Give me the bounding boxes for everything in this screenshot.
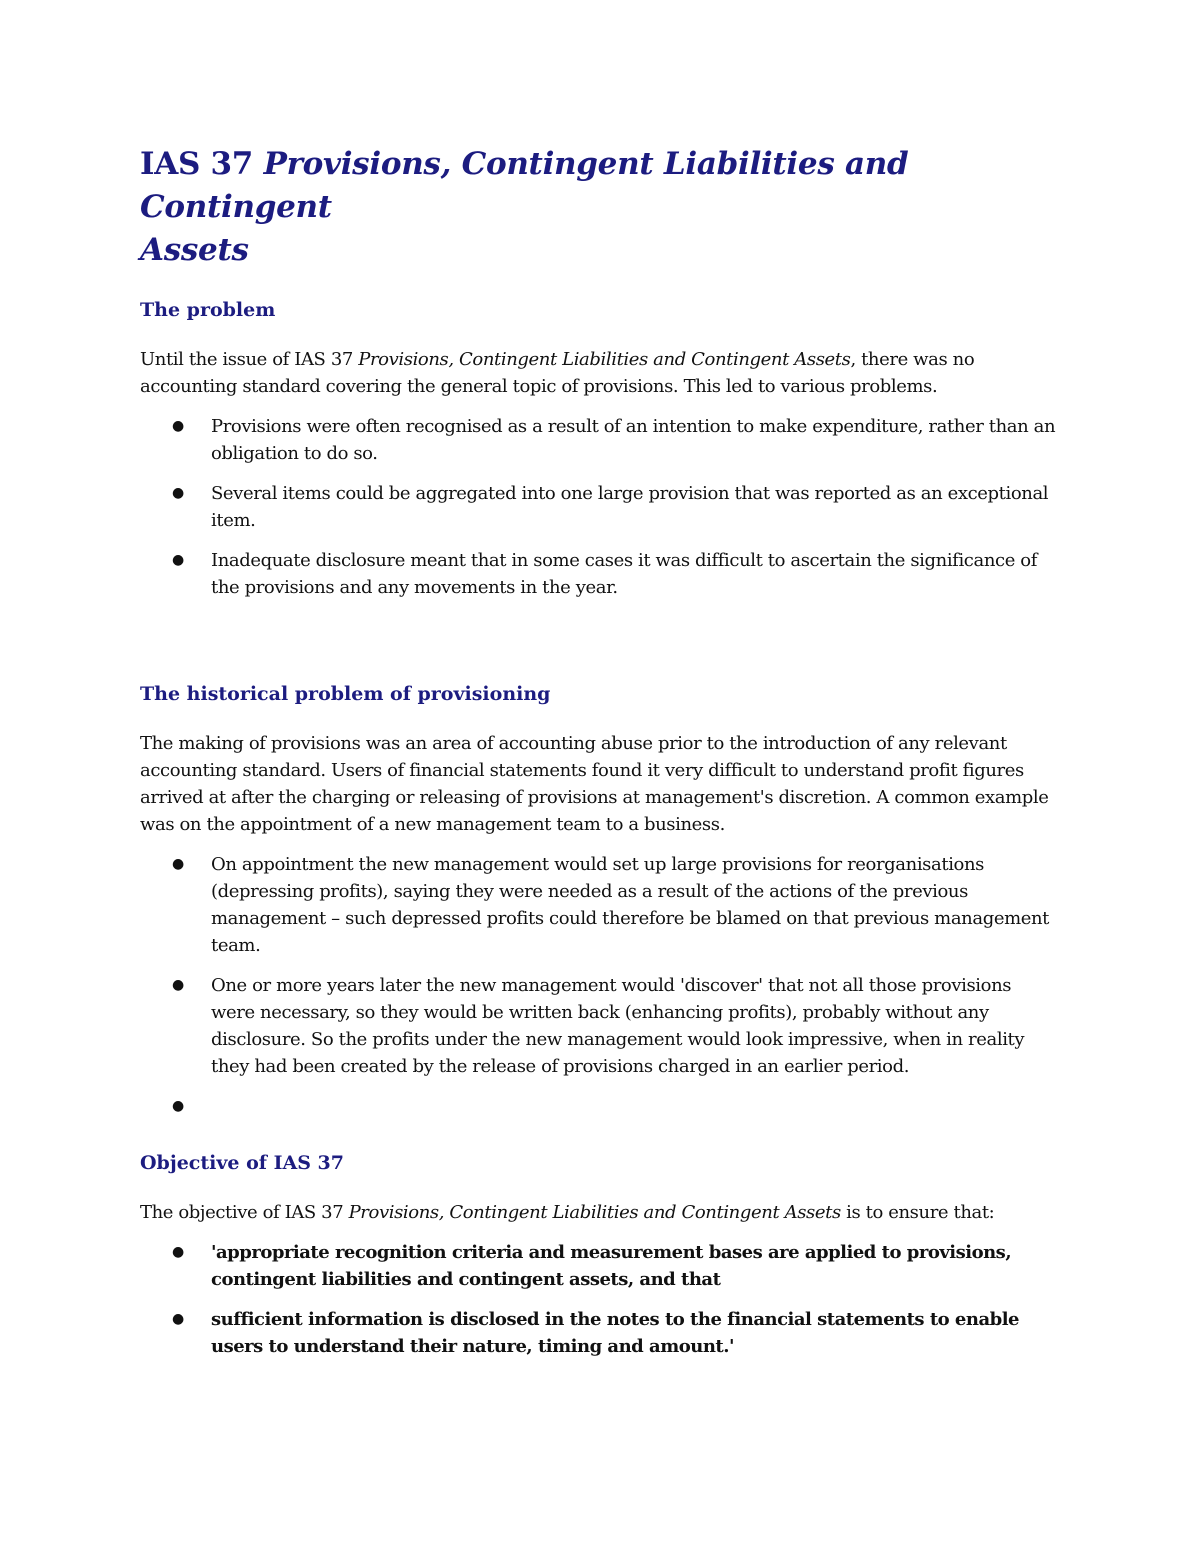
document-page — [140, 140, 1060, 1360]
section-heading-problem: The problem — [140, 299, 276, 321]
bullet-icon: ● — [172, 418, 184, 434]
bullet-icon: ● — [172, 1244, 184, 1260]
bullet-icon: ● — [172, 856, 184, 872]
list-item-empty — [140, 1093, 1060, 1120]
bullet-icon: ● — [172, 485, 184, 501]
document-title — [140, 143, 1060, 272]
bullet-icon: ● — [172, 1098, 184, 1114]
list-item: ● One or more years later the new management would 'discover' that not all those provisions were necessary, so they would be written back (enhancing profits), probably without any disclosure. So the profits under the new management would look impressive, when in reality they had been created by the release of provisions charged in an earlier period. — [140, 972, 1060, 1080]
section2-intro: The making of provisions was an area of accounting abuse prior to the introduction of any relevant accounting standard. Users of financial statements found it very difficult to understand profit figures arrived at after the charging or releasing of provisions at management's discretion. A common example was on the appointment of a new management team to a business. — [140, 733, 1049, 835]
section-heading-objective: Objective of IAS 37 — [140, 1152, 344, 1174]
section2-bullet-list — [140, 851, 1060, 1120]
bullet-icon: ● — [172, 1311, 184, 1327]
section1-bullet-list — [140, 413, 1060, 601]
section3-bullet-list — [140, 1239, 1060, 1360]
list-item: ● Provisions were often recognised as a result of an intention to make expenditure, rather than an obligation to do so. — [140, 413, 1060, 467]
section3-intro: The objective of IAS 37 Provisions, Contingent Liabilities and Contingent Assets is to ensure that: — [140, 1202, 995, 1223]
list-item: ● Several items could be aggregated into one large provision that was reported as an exceptional item. — [140, 480, 1060, 534]
title-italic-line2: Assets — [140, 232, 249, 268]
title-italic-line1: Provisions, Contingent Liabilities and Contingent — [140, 146, 909, 225]
list-item: ● sufficient information is disclosed in the notes to the financial statements to enable users to understand their nature, timing and amount.' — [140, 1306, 1060, 1360]
bullet-icon: ● — [172, 977, 184, 993]
section1-intro: Until the issue of IAS 37 Provisions, Contingent Liabilities and Contingent Assets, there was no accounting standard covering the general topic of provisions. This led to various problems. — [140, 349, 975, 397]
list-item: ● On appointment the new management would set up large provisions for reorganisations (depressing profits), saying they were needed as a result of the actions of the previous management – such depressed profits could therefore be blamed on that previous management team. — [140, 851, 1060, 959]
section-heading-historical-problem: The historical problem of provisioning — [140, 683, 551, 705]
bullet-icon: ● — [172, 552, 184, 568]
title-prefix: IAS 37 — [140, 146, 264, 182]
list-item: ● 'appropriate recognition criteria and measurement bases are applied to provisions, contingent liabilities and contingent assets, and that — [140, 1239, 1060, 1293]
list-item: ● Inadequate disclosure meant that in some cases it was difficult to ascertain the significance of the provisions and any movements in the year. — [140, 547, 1060, 601]
